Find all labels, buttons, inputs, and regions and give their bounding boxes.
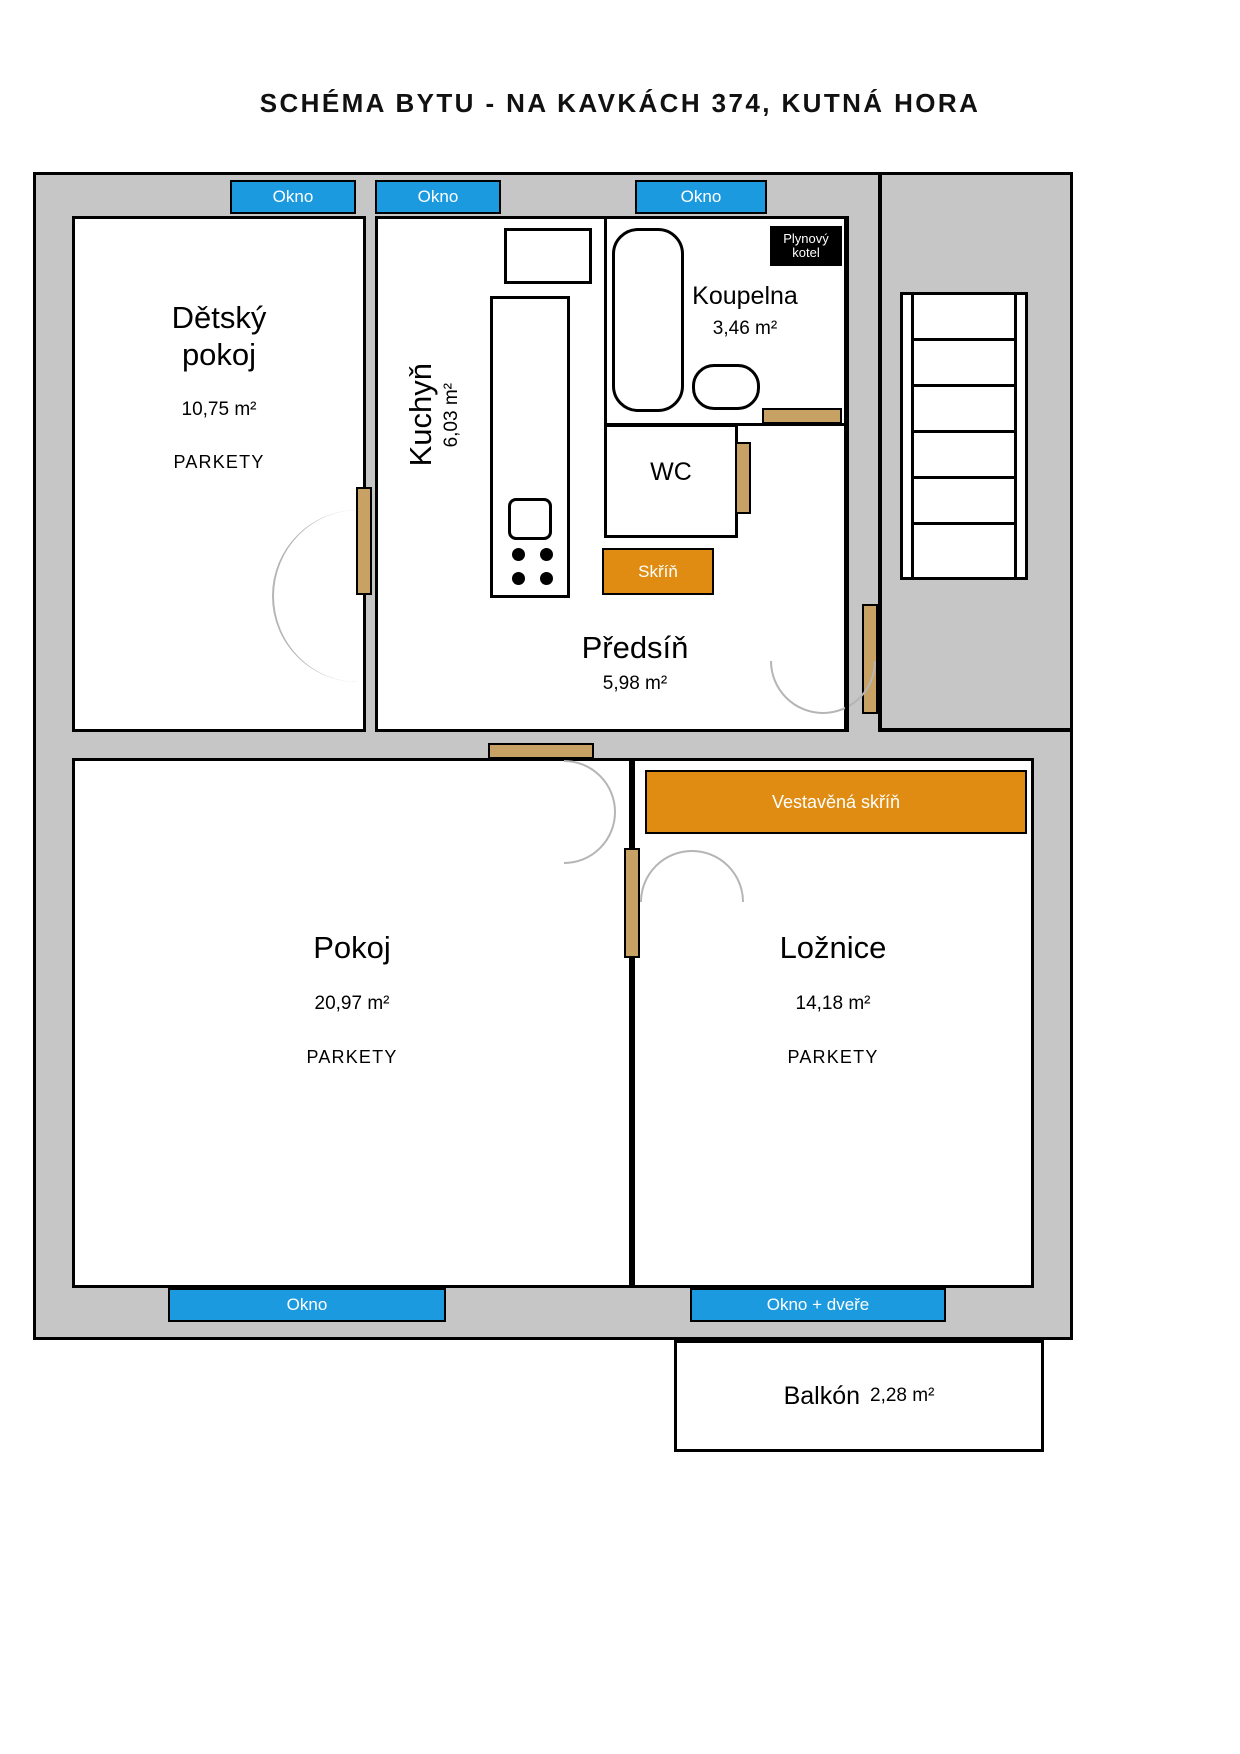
window-koupelna [635, 180, 767, 214]
gas-boiler-label [770, 226, 842, 266]
kitchen-sink-icon [508, 498, 552, 540]
stove-burner-icon [512, 572, 525, 585]
door-entry [862, 604, 878, 714]
cabinet-label: Vestavěná skříň [771, 791, 901, 812]
door-loznice [624, 848, 640, 958]
room-floor: PARKETY [173, 451, 265, 472]
room-name: Kuchyň [403, 363, 439, 467]
room-detsky-pokoj-label [72, 300, 366, 473]
stove-burner-icon [512, 548, 525, 561]
room-name: WC [650, 458, 692, 486]
window-pokoj [168, 1288, 446, 1322]
room-area: 3,46 m² [712, 317, 778, 339]
window-kuchyn [375, 180, 501, 214]
cabinet-label: Skříň [638, 561, 678, 581]
kitchen-upper-cabinet-icon [504, 228, 592, 284]
balcony-area: 2,28 m² [870, 1385, 935, 1406]
room-name: Pokoj [313, 930, 391, 965]
stair-step [914, 384, 1014, 387]
stair-step [914, 430, 1014, 433]
room-wc-label [604, 458, 738, 487]
balcony [674, 1340, 1044, 1452]
bathroom-sink-icon [692, 364, 760, 410]
room-area: 6,03 m² [440, 382, 462, 448]
window-label: Okno [680, 187, 722, 206]
kitchen-counter-icon [490, 296, 570, 598]
boiler-line-2: kotel [792, 245, 820, 260]
wall-stairwell-left [878, 172, 882, 732]
room-predsin-label [470, 630, 800, 695]
window-label: Okno + dveře [766, 1295, 870, 1314]
stair-step [914, 476, 1014, 479]
room-name: Předsíň [581, 630, 689, 665]
room-name: Dětský [171, 300, 267, 335]
boiler-line-1: Plynový [783, 231, 829, 247]
room-pokoj-label [72, 930, 632, 1068]
window-label: Okno [286, 1295, 328, 1314]
balcony-name: Balkón [783, 1381, 861, 1410]
door-koupelna [762, 408, 842, 424]
room-name-2: pokoj [181, 336, 257, 372]
room-area: 20,97 m² [314, 992, 390, 1014]
room-kuchyn-label [398, 320, 468, 510]
bathtub-icon [612, 228, 684, 412]
window-detsky-pokoj [230, 180, 356, 214]
stove-burner-icon [540, 548, 553, 561]
room-area: 14,18 m² [795, 992, 871, 1014]
window-label: Okno [417, 187, 459, 206]
door-detsky-pokoj [356, 487, 372, 595]
wall-right-predsin [845, 216, 849, 732]
cabinet-skrin [602, 548, 714, 595]
room-loznice-label [632, 930, 1034, 1068]
stove-burner-icon [540, 572, 553, 585]
window-label: Okno [272, 187, 314, 206]
room-area: 10,75 m² [181, 399, 257, 421]
wall-stairwell-bottom [878, 728, 1073, 732]
stair-step [914, 338, 1014, 341]
door-wc [735, 442, 751, 514]
stair-step [914, 522, 1014, 525]
room-name: Ložnice [779, 930, 887, 965]
cabinet-vestavena-skrin [645, 770, 1027, 834]
window-door-loznice [690, 1288, 946, 1322]
room-floor: PARKETY [306, 1046, 398, 1067]
door-pokoj [488, 743, 594, 759]
room-name: Koupelna [692, 282, 798, 310]
room-floor: PARKETY [787, 1046, 879, 1067]
page-title: SCHÉMA BYTU - NA KAVKÁCH 374, KUTNÁ HORA [259, 88, 981, 118]
staircase [900, 292, 1028, 580]
room-area: 5,98 m² [602, 672, 668, 694]
